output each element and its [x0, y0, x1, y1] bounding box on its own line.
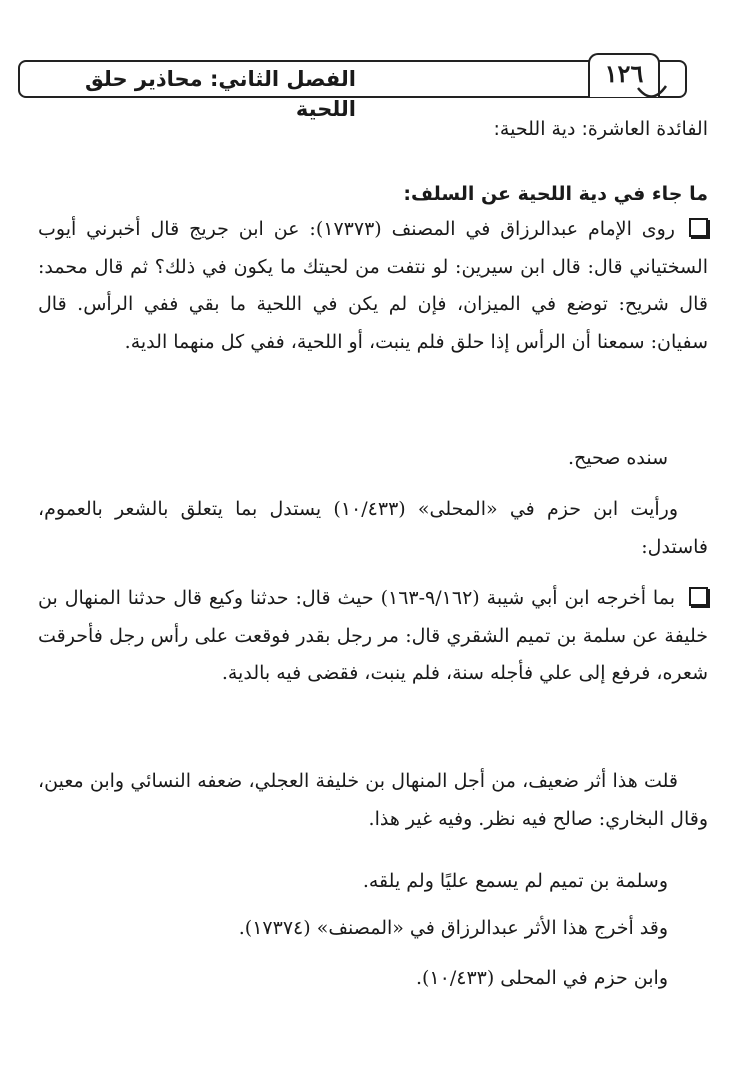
page-number: ١٢٦: [604, 59, 644, 88]
paragraph-2: سنده صحيح.: [567, 447, 668, 469]
paragraph-4-text: بما أخرجه ابن أبي شيبة (٩/١٦٢-١٦٣) حيث قال: حدثنا وكيع قال حدثنا المنهال بن خليفة عن سلمة بن تميم الشقري قال: مر رجل بقدر فوقعت على رأس رجل فأحرقت شعره، فرفع إلى علي فأجله سنة، فلم ينبت، فقضى فيه بالدية.: [38, 587, 708, 684]
paragraph-1-text: روى الإمام عبدالرزاق في المصنف (١٧٣٧٣): عن ابن جريج قال أخبرني أيوب السختياني قال: قال ابن سيرين: لو نتفت من لحيتك ما يكون في ذلك؟ ثم قال محمد: قال شريح: توضع في الميزان، فإن لم يكن في اللحية ما بقي ففي الرأس. قال سفيان: سمعنا أن الرأس إذا حلق فلم ينبت، أو اللحية، ففي كل منهما الدية.: [38, 218, 708, 353]
section-subheading: ما جاء في دية اللحية عن السلف:: [403, 183, 708, 205]
paragraph-1: [38, 211, 708, 361]
chapter-title: الفصل الثاني: محاذير حلق اللحية: [84, 67, 356, 121]
section-heading: الفائدة العاشرة: دية اللحية:: [493, 118, 708, 140]
paragraph-8: وابن حزم في المحلى (١٠/٤٣٣).: [415, 967, 668, 989]
checkbox-bullet-icon: [689, 218, 708, 237]
paragraph-6: وسلمة بن تميم لم يسمع عليًا ولم يلقه.: [362, 870, 668, 892]
paragraph-4: [38, 580, 708, 693]
paragraph-5: قلت هذا أثر ضعيف، من أجل المنهال بن خليفة العجلي، ضعفه النسائي وابن معين، وقال البخاري: صالح فيه نظر. وفيه غير هذا.: [38, 770, 708, 830]
paragraph-3: ورأيت ابن حزم في «المحلى» (١٠/٤٣٣) يستدل بما يتعلق بالشعر بالعموم، فاستدل:: [38, 498, 708, 558]
page-number-swash-ornament: [636, 84, 668, 104]
paragraph-7: وقد أخرج هذا الأثر عبدالرزاق في «المصنف» (١٧٣٧٤).: [238, 917, 668, 939]
checkbox-bullet-icon: [689, 587, 708, 606]
